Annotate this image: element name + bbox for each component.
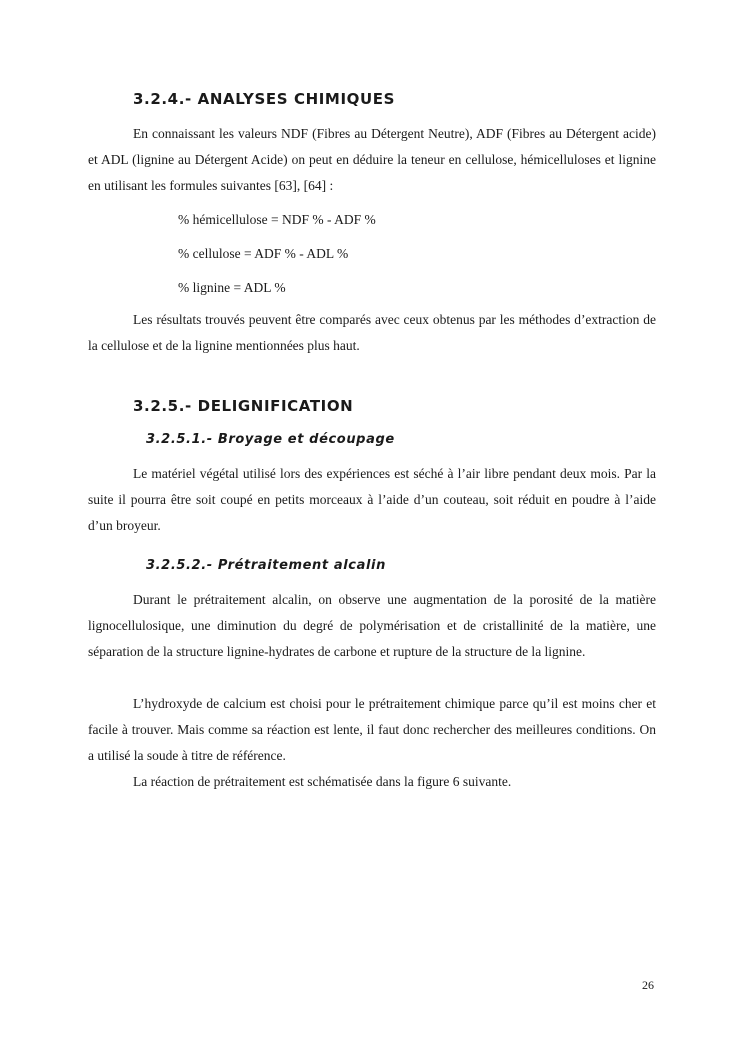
subsection-heading-3-2-5-2: 3.2.5.2.- Prétraitement alcalin bbox=[146, 558, 386, 573]
formula-cellulose: % cellulose = ADF % - ADL % bbox=[178, 246, 349, 261]
pretraitement-paragraph-3: La réaction de prétraitement est schématisée dans la figure 6 suivante. bbox=[133, 774, 512, 789]
broyage-paragraph: Le matériel végétal utilisé lors des expériences est séché à l’air libre pendant deux mois. Par la suite il pourra être soit coupé en petits morceaux à l’aide d’un couteau, soit réduit en poudre à l’aide d’un broyeur. bbox=[88, 466, 656, 533]
pretraitement-paragraph-1: Durant le prétraitement alcalin, on observe une augmentation de la porosité de la matière lignocellulosique, une diminution du degré de polymérisation et de cristallinité de la matière, une séparation de la structure lignine-hydrates de carbone et rupture de la structure de la lignine. bbox=[88, 592, 656, 659]
section-heading-3-2-5: 3.2.5.- DELIGNIFICATION bbox=[133, 397, 354, 415]
page-number: 26 bbox=[642, 978, 654, 992]
analyses-conclusion-paragraph: Les résultats trouvés peuvent être comparés avec ceux obtenus par les méthodes d’extraction de la cellulose et de la lignine mentionnées plus haut. bbox=[88, 312, 656, 353]
pretraitement-paragraph-2: L’hydroxyde de calcium est choisi pour le prétraitement chimique parce qu’il est moins cher et facile à trouver. Mais comme sa réaction est lente, il faut donc rechercher des meilleures conditions. On a utilisé la soude à titre de référence. bbox=[88, 696, 656, 763]
formula-hemicellulose: % hémicellulose = NDF % - ADF % bbox=[178, 212, 376, 227]
formula-lignine: % lignine = ADL % bbox=[178, 280, 286, 295]
analyses-intro-paragraph: En connaissant les valeurs NDF (Fibres au Détergent Neutre), ADF (Fibres au Détergent acide) et ADL (lignine au Détergent Acide) on peut en déduire la teneur en cellulose, hémicelluloses et lignine en utilisant les formules suivantes [63], [64] : bbox=[88, 126, 656, 193]
subsection-heading-3-2-5-1: 3.2.5.1.- Broyage et découpage bbox=[146, 432, 395, 447]
section-heading-3-2-4: 3.2.4.- ANALYSES CHIMIQUES bbox=[133, 90, 396, 108]
